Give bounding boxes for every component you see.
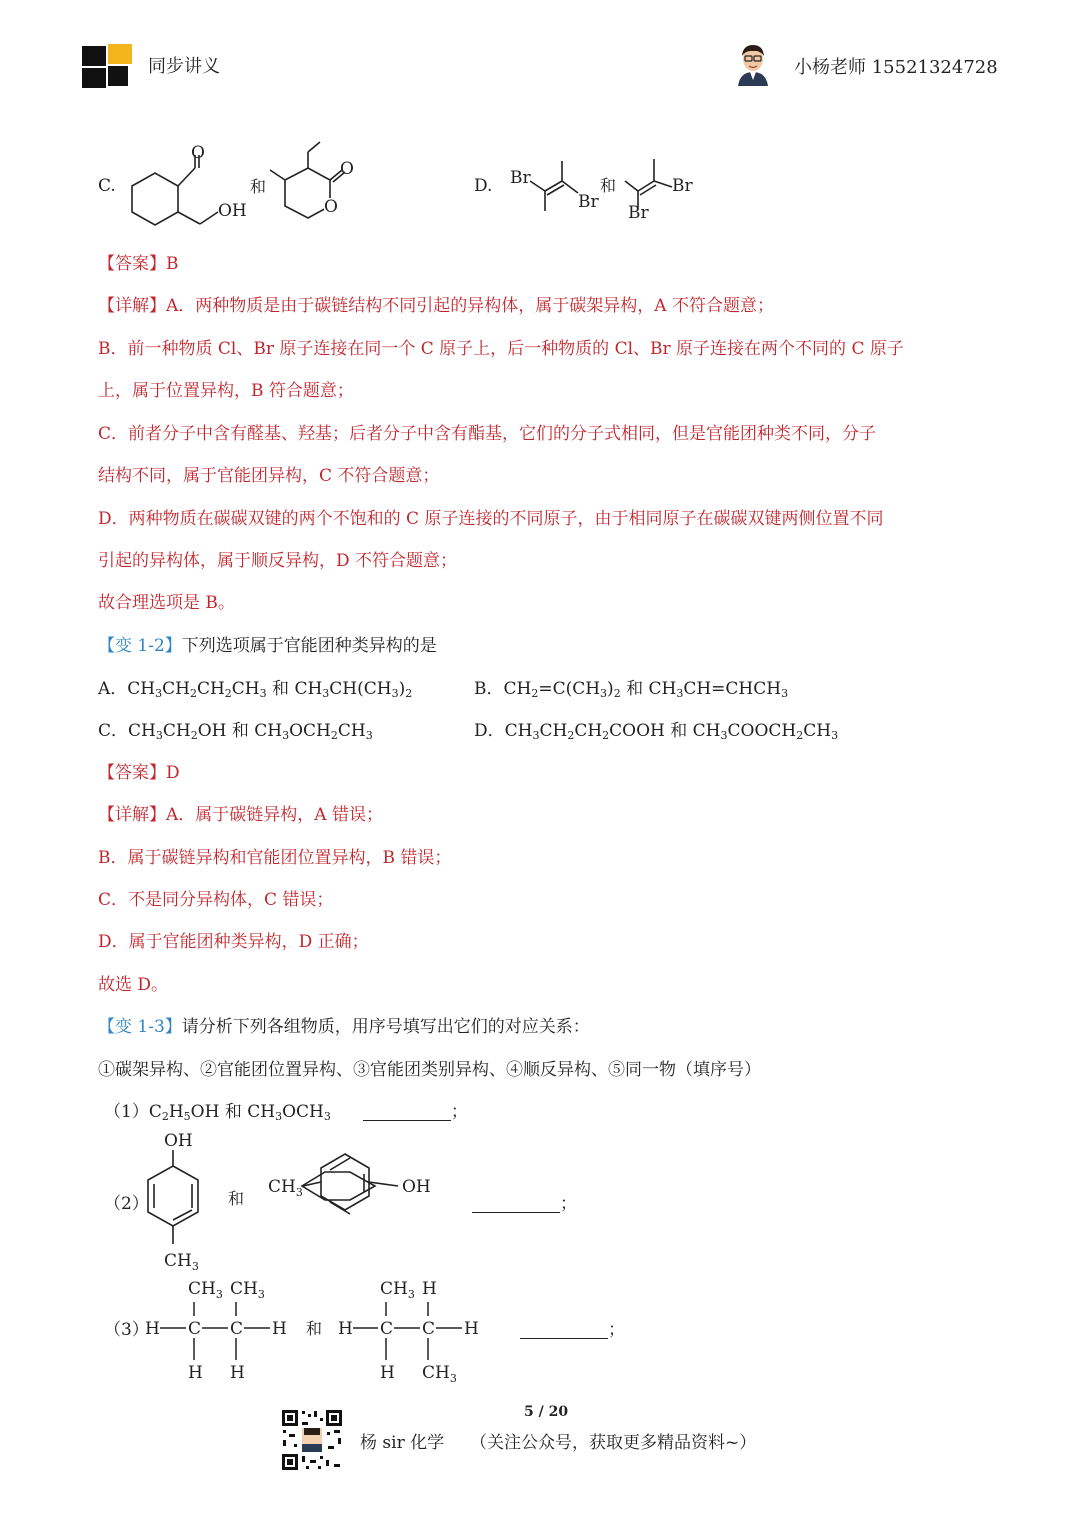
br-text: Br xyxy=(578,192,599,212)
svg-text:CH3: $CH_3$ xyxy=(188,1279,223,1301)
q2-option-d: D．$CH_3CH_2CH_2COOH$ 和 $CH_3COOCH_2CH_3$ xyxy=(474,721,839,742)
q3-item-3-label: （3） xyxy=(104,1320,149,1340)
qr-code xyxy=(280,1408,344,1472)
q3-item-3-structures xyxy=(140,1272,490,1384)
q1-detail-c1: C．前者分子中含有醛基、羟基；后者分子中含有酯基，它们的分子式相同，但是官能团种类不同，分子 xyxy=(98,424,877,444)
svg-text:H: H xyxy=(272,1319,287,1339)
q1-detail-d2: 引起的异构体，属于顺反异构，D 不符合题意； xyxy=(98,551,458,571)
q2-detail-b: B．属于碳链异构和官能团位置异构，B 错误； xyxy=(98,848,452,868)
svg-text:C: C xyxy=(230,1319,244,1339)
and-text: 和 xyxy=(228,1189,245,1208)
answer-blank[interactable] xyxy=(363,1104,451,1121)
q3-item-2-label: （2） xyxy=(104,1194,149,1214)
item-label: （1） xyxy=(104,1102,149,1122)
q1-detail-a xyxy=(98,294,774,318)
svg-text:H: H xyxy=(380,1363,395,1383)
svg-text:CH3: $CH_3$ xyxy=(380,1279,415,1301)
detail-text: A．两种物质是由于碳链结构不同引起的异构体，属于碳架异构，A 不符合题意； xyxy=(166,296,774,316)
q3-options: ①碳架异构、②官能团位置异构、③官能团类别异构、④顺反异构、⑤同一物（填序号） xyxy=(98,1060,761,1080)
q2-detail-c: C．不是同分异构体，C 错误； xyxy=(98,890,334,910)
br-text: Br xyxy=(510,168,531,188)
footer-brand: 杨 sir 化学 xyxy=(360,1433,445,1453)
oh-text: OH xyxy=(164,1131,193,1151)
teacher-avatar xyxy=(734,40,772,86)
detail-text: A．属于碳链异构，A 错误； xyxy=(166,805,383,825)
svg-text:H: H xyxy=(230,1363,245,1383)
ch3-text: $CH_3$ xyxy=(268,1177,303,1199)
q1-detail-d1: D．两种物质在碳碳双键的两个不饱和的 C 原子连接的不同原子，由于相同原子在碳碳双键两侧位置不同 xyxy=(98,509,884,529)
ring-o-text: O xyxy=(324,197,338,217)
svg-text:C: C xyxy=(422,1319,436,1339)
q2-question xyxy=(98,634,437,658)
hydroxyl-text: OH xyxy=(218,201,247,221)
q2-option-b: B．$CH_2=C(CH_3)_2$ 和 $CH_3CH=CHCH_3$ xyxy=(474,679,789,700)
svg-text:H: H xyxy=(145,1319,160,1339)
q1-answer: 【答案】B xyxy=(98,254,179,274)
and-text: 和 xyxy=(600,176,617,195)
svg-text:H: H xyxy=(338,1319,353,1339)
q2-answer: 【答案】D xyxy=(98,763,180,783)
br-text: Br xyxy=(628,203,649,223)
option-d-structures xyxy=(500,145,710,230)
q1-conclusion: 故合理选项是 B。 xyxy=(98,593,235,613)
q3-tag: 【变 1-3】 xyxy=(98,1017,182,1037)
svg-text:和: 和 xyxy=(306,1319,323,1338)
br-text: Br xyxy=(672,176,693,196)
option-c-label: C. xyxy=(98,176,116,196)
q2-conclusion: 故选 D。 xyxy=(98,975,169,995)
option-c-structures xyxy=(120,138,370,238)
aldehyde-o-text: O xyxy=(191,143,205,163)
detail-tag: 【详解】 xyxy=(98,805,166,825)
q2-question-text: 下列选项属于官能团种类异构的是 xyxy=(181,636,437,656)
svg-text:CH3: $CH_3$ xyxy=(422,1363,457,1384)
q2-detail-d: D．属于官能团种类异构，D 正确； xyxy=(98,932,369,952)
semicolon: ； xyxy=(608,1320,625,1340)
q3-question xyxy=(98,1015,590,1039)
q3-item-2-structures xyxy=(140,1126,440,1276)
semicolon: ； xyxy=(450,1102,468,1122)
q2-option-a: A．$CH_3CH_2CH_2CH_3$ 和 $CH_3CH(CH_3)_2$ xyxy=(98,679,413,700)
q1-detail-c2: 结构不同，属于官能团异构，C 不符合题意； xyxy=(98,466,440,486)
q3-question-text: 请分析下列各组物质，用序号填写出它们的对应关系： xyxy=(181,1017,590,1037)
semicolon: ； xyxy=(560,1194,577,1214)
answer-blank[interactable] xyxy=(520,1322,608,1339)
svg-text:H: H xyxy=(188,1363,203,1383)
detail-tag: 【详解】 xyxy=(98,296,166,316)
and-text: 和 xyxy=(250,177,267,196)
svg-text:CH3: $CH_3$ xyxy=(230,1279,265,1301)
q3-item-2-blank xyxy=(472,1192,577,1216)
svg-text:C: C xyxy=(380,1319,394,1339)
answer-blank[interactable] xyxy=(472,1196,560,1213)
option-d-label: D. xyxy=(474,176,493,196)
teacher-contact: 小杨老师 15521324728 xyxy=(794,57,998,78)
svg-text:C: C xyxy=(188,1319,202,1339)
q3-item-1: $(1)C_2H_5OH$ 和 $CH_3OCH_3$ ； xyxy=(104,1102,468,1123)
logo xyxy=(80,42,136,90)
q2-option-c: C．$CH_3CH_2OH$ 和 $CH_3OCH_2CH_3$ xyxy=(98,721,373,742)
q2-tag: 【变 1-2】 xyxy=(98,636,182,656)
q1-detail-b2: 上，属于位置异构，B 符合题意； xyxy=(98,381,354,401)
oh-text: OH xyxy=(402,1177,431,1197)
page-number: 5 / 20 xyxy=(524,1404,569,1420)
header-title: 同步讲义 xyxy=(148,56,220,77)
q1-detail-b1: B．前一种物质 Cl、Br 原子连接在同一个 C 原子上，后一种物质的 Cl、Br 原子连接在两个不同的 C 原子 xyxy=(98,339,904,359)
ch3-text: $CH_3$ xyxy=(164,1251,199,1273)
footer-note: （关注公众号，获取更多精品资料~） xyxy=(470,1433,757,1453)
carbonyl-o-text: O xyxy=(340,159,354,179)
q3-item-3-blank xyxy=(520,1318,625,1342)
svg-text:H: H xyxy=(464,1319,479,1339)
svg-text:H: H xyxy=(422,1279,437,1299)
q2-detail-a xyxy=(98,803,383,827)
